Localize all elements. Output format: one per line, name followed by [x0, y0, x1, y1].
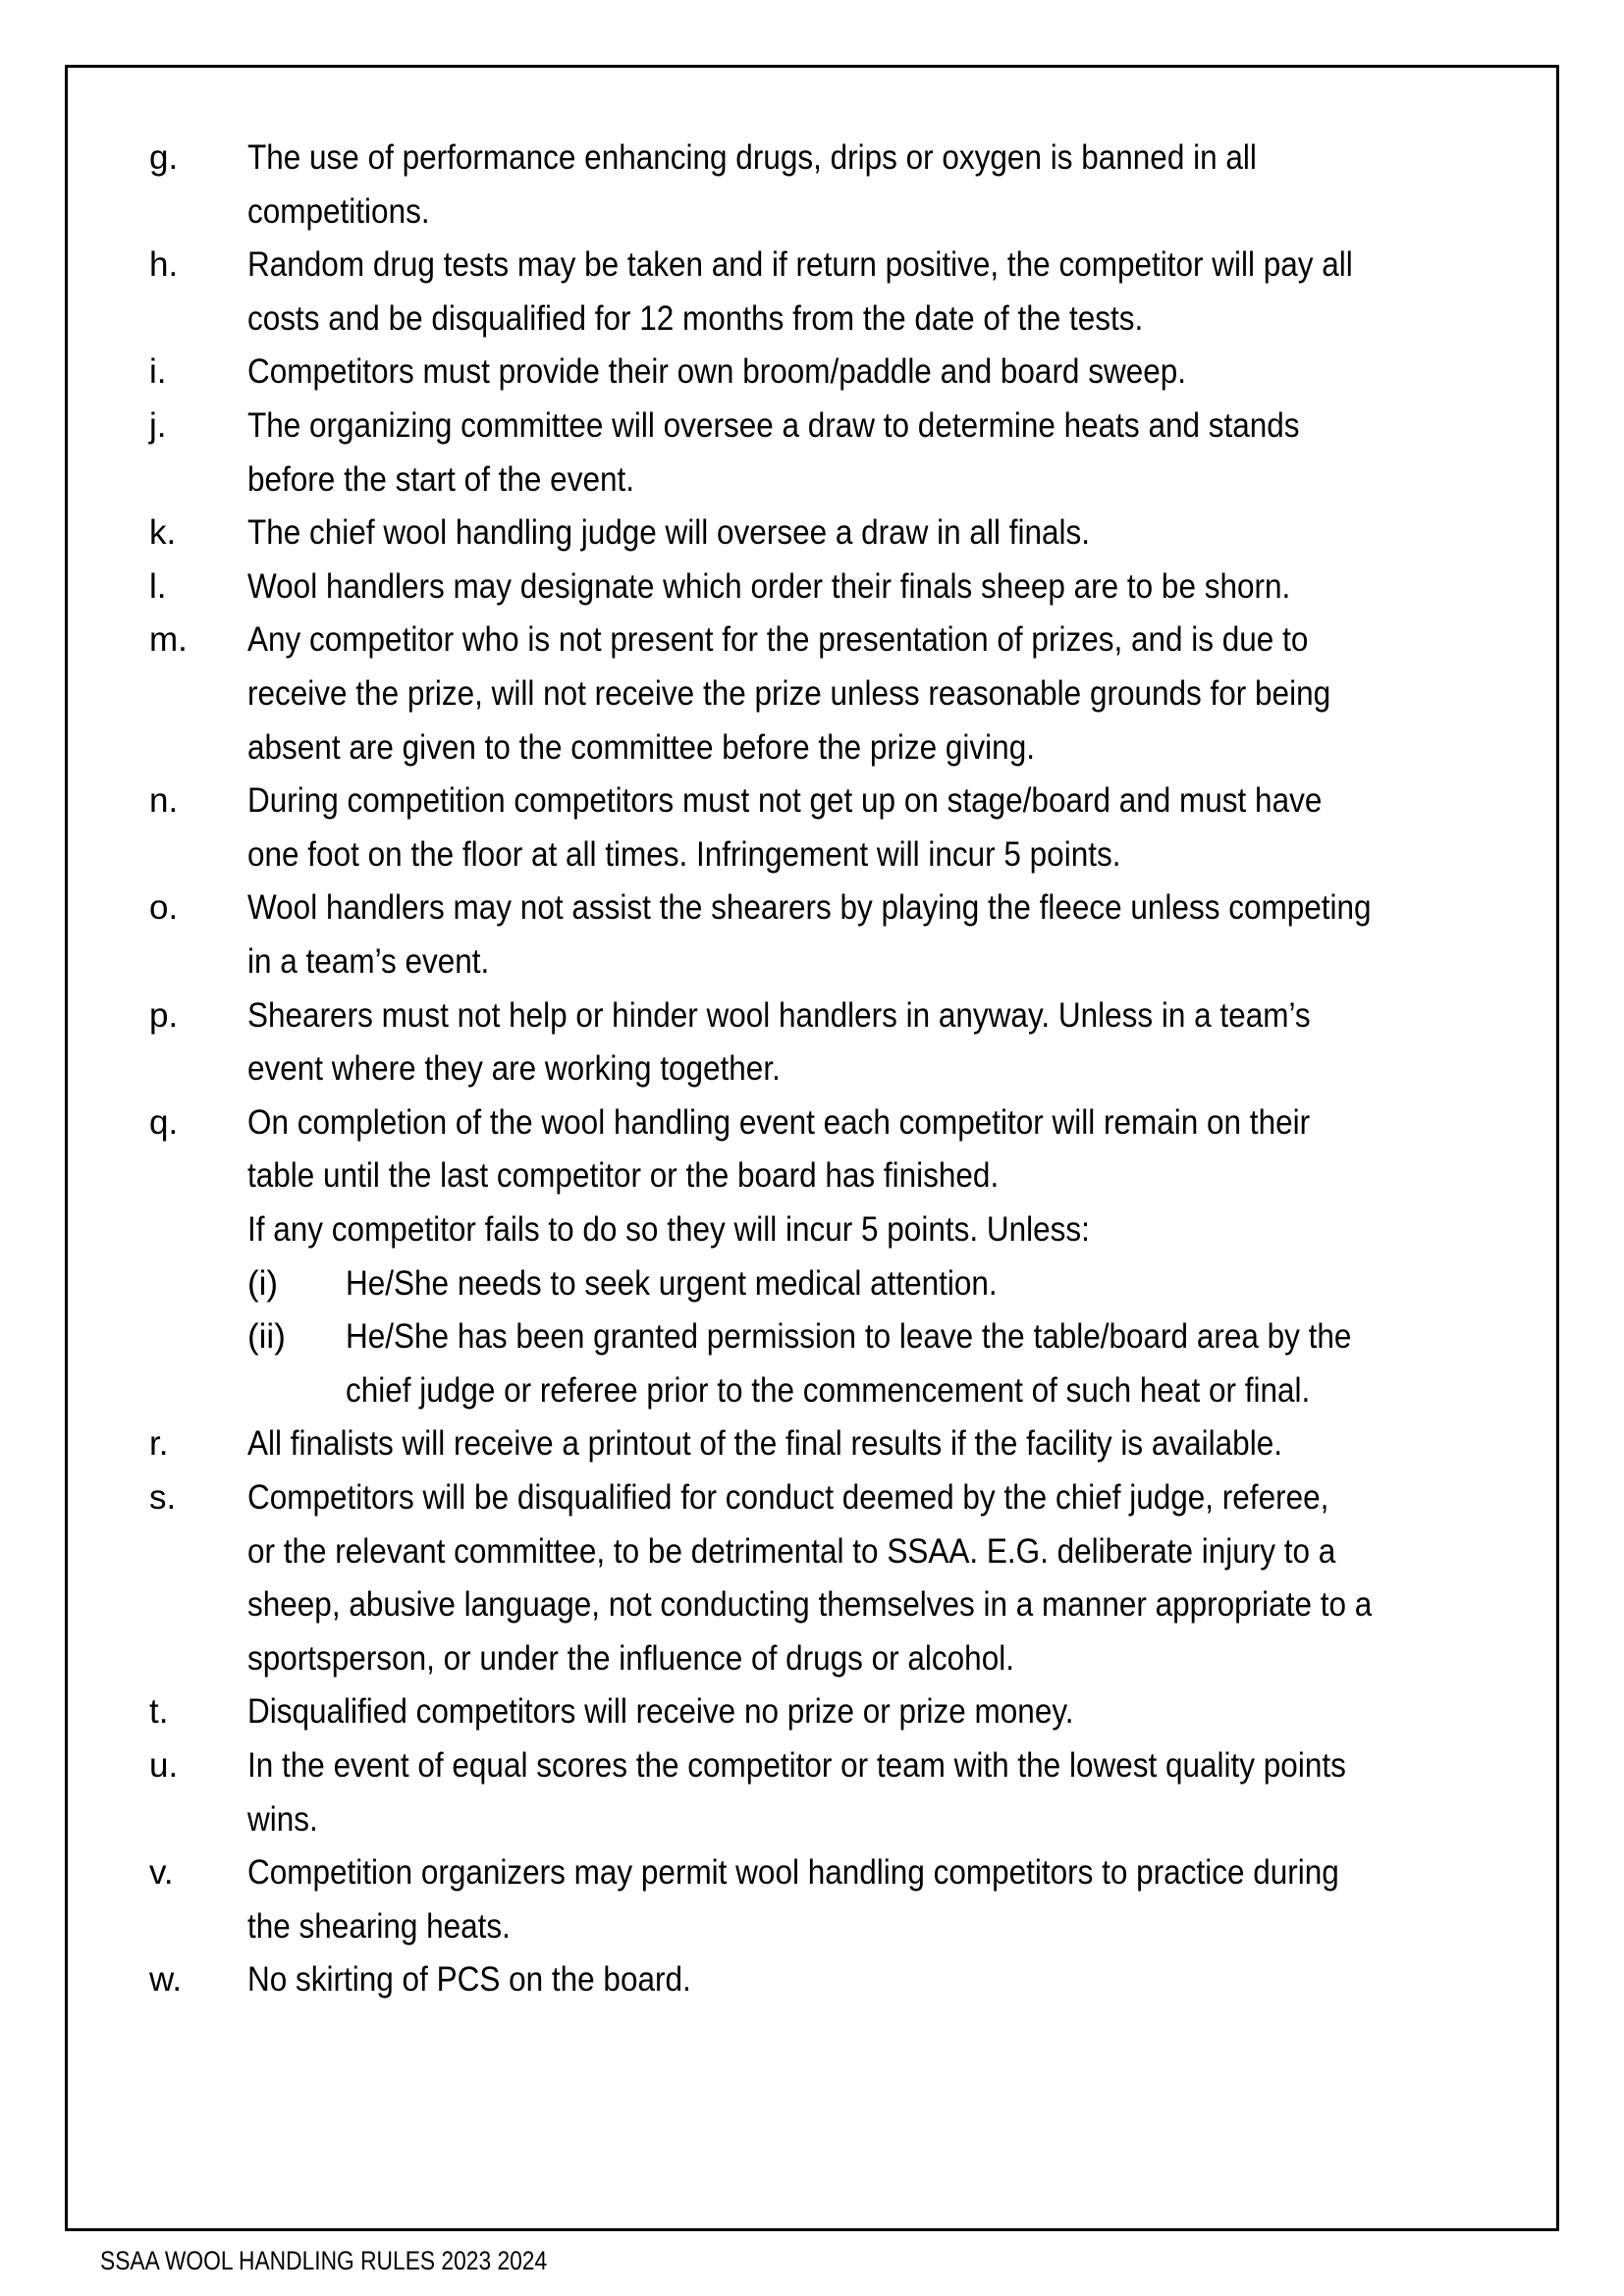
sub-item-text: chief judge or referee prior to the commencement of such heat or final.: [346, 1370, 1311, 1410]
item-label: k.: [149, 513, 177, 553]
item-text: The use of performance enhancing drugs, drips or oxygen is banned in all: [247, 138, 1257, 177]
item-text: Competition organizers may permit wool handling competitors to practice during: [247, 1853, 1339, 1893]
item-text: before the start of the event.: [247, 459, 635, 499]
rule-n-cont: [0, 828, 1624, 882]
item-text: the shearing heats.: [247, 1906, 511, 1946]
rule-n: [0, 774, 1624, 828]
sub-item-label: (ii): [247, 1317, 286, 1357]
rule-v: [0, 1846, 1624, 1900]
item-label: t.: [149, 1692, 169, 1732]
rule-g: [0, 132, 1624, 186]
item-label: h.: [149, 245, 179, 285]
item-text: On completion of the wool handling event each competitor will remain on their: [247, 1102, 1311, 1142]
item-text: wins.: [247, 1799, 318, 1839]
item-text: costs and be disqualified for 12 months from the date of the tests.: [247, 298, 1144, 338]
rule-h-cont: [0, 293, 1624, 347]
item-label: w.: [149, 1960, 183, 2000]
item-text: Any competitor who is not present for the presentation of prizes, and is due to: [247, 620, 1309, 660]
item-label: v.: [149, 1853, 174, 1893]
rule-q: [0, 1096, 1624, 1150]
rule-m: [0, 614, 1624, 667]
item-text: The organizing committee will oversee a draw to determine heats and stands: [247, 406, 1300, 445]
item-label: l.: [149, 566, 167, 606]
rule-o-cont: [0, 935, 1624, 989]
item-text: Disqualified competitors will receive no prize or prize money.: [247, 1692, 1074, 1732]
rule-j-cont: [0, 454, 1624, 507]
item-text: sheep, abusive language, not conducting themselves in a manner appropriate to a: [247, 1585, 1373, 1625]
item-text: receive the prize, will not receive the prize unless reasonable grounds for being: [247, 674, 1331, 713]
item-label: r.: [149, 1424, 169, 1464]
item-text: Wool handlers may not assist the shearers by playing the fleece unless competing: [247, 888, 1372, 928]
rule-t: [0, 1685, 1624, 1739]
rule-m-cont: [0, 721, 1624, 775]
rule-s: [0, 1471, 1624, 1525]
item-text: Random drug tests may be taken and if return positive, the competitor will pay all: [247, 245, 1353, 285]
rule-r: [0, 1417, 1624, 1471]
item-text: All finalists will receive a printout of the final results if the facility is available.: [247, 1424, 1282, 1464]
rule-q-cont: [0, 1203, 1624, 1257]
rule-q-sub-ii-cont: [0, 1364, 1624, 1418]
item-text: table until the last competitor or the board has finished.: [247, 1156, 1000, 1196]
item-text: absent are given to the committee before the prize giving.: [247, 727, 1035, 767]
rule-o: [0, 881, 1624, 935]
sub-item-text: He/She has been granted permission to leave the table/board area by the: [346, 1317, 1352, 1357]
item-label: p.: [149, 995, 179, 1035]
rule-s-cont: [0, 1632, 1624, 1686]
rule-p: [0, 989, 1624, 1043]
item-label: q.: [149, 1102, 179, 1142]
rule-q-sub-ii: [0, 1310, 1624, 1364]
sub-item-text: He/She needs to seek urgent medical attention.: [346, 1263, 998, 1303]
item-text: Competitors will be disqualified for conduct deemed by the chief judge, referee,: [247, 1478, 1329, 1517]
item-label: n.: [149, 781, 179, 821]
item-label: u.: [149, 1746, 179, 1785]
item-text: The chief wool handling judge will oversee a draw in all finals.: [247, 513, 1090, 553]
item-text: If any competitor fails to do so they will incur 5 points. Unless:: [247, 1210, 1090, 1249]
rule-u-cont: [0, 1793, 1624, 1847]
rule-s-cont: [0, 1525, 1624, 1579]
item-text: or the relevant committee, to be detrimental to SSAA. E.G. deliberate injury to a: [247, 1531, 1336, 1571]
item-text: event where they are working together.: [247, 1049, 781, 1089]
item-text: competitions.: [247, 191, 430, 231]
rule-h: [0, 239, 1624, 293]
item-label: o.: [149, 888, 179, 928]
rule-q-sub-i: [0, 1257, 1624, 1311]
rule-u: [0, 1739, 1624, 1793]
rule-k: [0, 507, 1624, 561]
rule-i: [0, 346, 1624, 400]
item-text: Shearers must not help or hinder wool handlers in anyway. Unless in a team’s: [247, 995, 1311, 1035]
rule-j: [0, 400, 1624, 454]
item-text: sportsperson, or under the influence of drugs or alcohol.: [247, 1638, 1014, 1678]
item-text: During competition competitors must not get up on stage/board and must have: [247, 781, 1323, 821]
rule-s-cont: [0, 1578, 1624, 1632]
item-label: j.: [149, 406, 167, 445]
item-text: No skirting of PCS on the board.: [247, 1960, 691, 2000]
rule-q-cont: [0, 1149, 1624, 1203]
item-text: in a team’s event.: [247, 942, 490, 981]
item-text: In the event of equal scores the competitor or team with the lowest quality points: [247, 1746, 1346, 1785]
item-text: one foot on the floor at all times. Infringement will incur 5 points.: [247, 834, 1121, 874]
page-footer: SSAA WOOL HANDLING RULES 2023 2024: [100, 2246, 548, 2275]
rule-p-cont: [0, 1042, 1624, 1096]
item-text: Wool handlers may designate which order their finals sheep are to be shorn.: [247, 566, 1291, 606]
rule-g-cont: [0, 186, 1624, 240]
rule-l: [0, 561, 1624, 614]
item-label: m.: [149, 620, 188, 660]
rule-w: [0, 1953, 1624, 2007]
item-text: Competitors must provide their own broom/paddle and board sweep.: [247, 352, 1187, 392]
item-label: g.: [149, 138, 179, 177]
rule-v-cont: [0, 1900, 1624, 1954]
item-label: s.: [149, 1478, 177, 1517]
item-label: i.: [149, 352, 167, 392]
rule-m-cont: [0, 667, 1624, 721]
sub-item-label: (i): [247, 1263, 279, 1303]
